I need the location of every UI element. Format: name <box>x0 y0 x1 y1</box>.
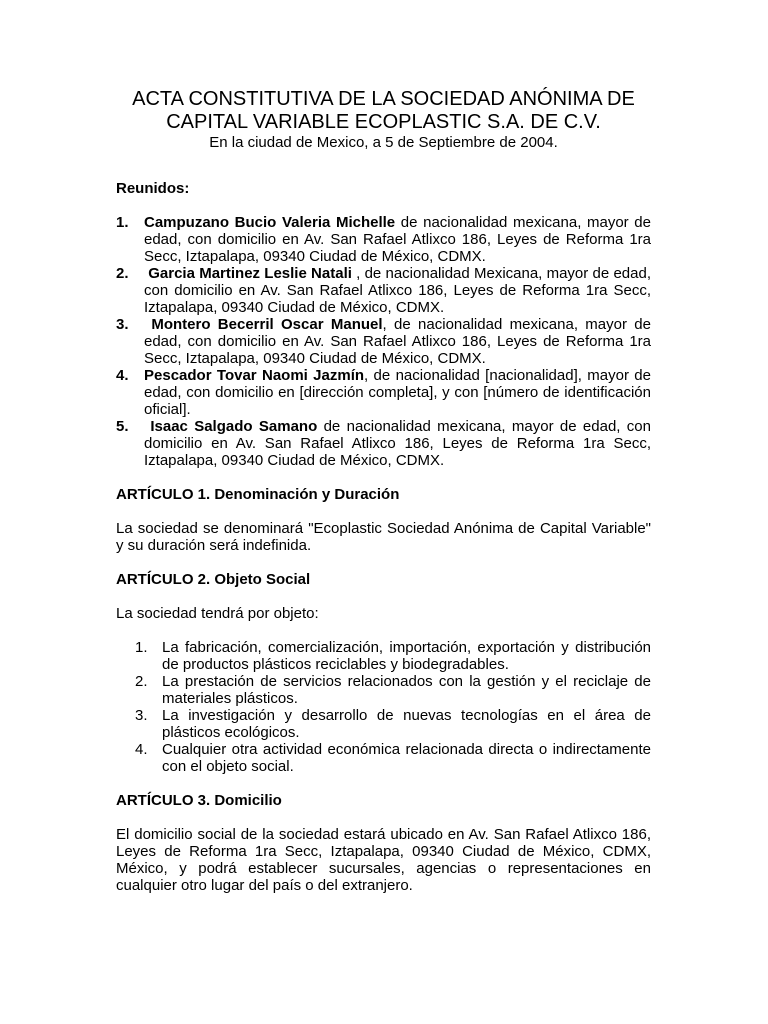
members-list <box>116 214 651 469</box>
objects-list <box>116 639 651 775</box>
list-item-text: La fabricación, comercialización, importación, exportación y distribución de productos plásticos reciclables y biodegradables. <box>162 639 651 673</box>
list-item-number: 3. <box>135 707 148 724</box>
article-2-heading: ARTÍCULO 2. Objeto Social <box>116 571 311 588</box>
reunidos-label: Reunidos: <box>116 180 190 197</box>
member-details: , de nacionalidad Mexicana, mayor de edad, con domicilio en Av. San Rafael Atlixco 186, Leyes de Reforma 1ra Secc, Iztapalapa, 09340 Ciudad de México, CDMX. <box>144 265 651 316</box>
member-name: Campuzano Bucio Valeria Michelle <box>144 214 396 231</box>
list-item <box>135 707 651 741</box>
list-item-number: 4. <box>135 741 148 758</box>
member-item <box>116 214 651 265</box>
member-number: 3. <box>116 316 129 333</box>
member-number: 5. <box>116 418 129 435</box>
list-item <box>135 639 651 673</box>
article-3-heading: ARTÍCULO 3. Domicilio <box>116 792 282 809</box>
article-1-body: La sociedad se denominará "Ecoplastic Sociedad Anónima de Capital Variable" y su duración será indefinida. <box>116 520 651 554</box>
article-3-body: El domicilio social de la sociedad estará ubicado en Av. San Rafael Atlixco 186, Leyes de Reforma 1ra Secc, Iztapalapa, 09340 Ciudad de México, CDMX, México, y podrá establecer sucursales, agencias o representaciones en cualquier otro lugar del país o del extranjero. <box>116 826 651 894</box>
member-name: Montero Becerril Oscar Manuel <box>144 316 383 333</box>
member-item <box>116 265 651 316</box>
list-item-text: La prestación de servicios relacionados con la gestión y el reciclaje de materiales plásticos. <box>162 673 651 707</box>
member-item <box>116 418 651 469</box>
member-name: Pescador Tovar Naomi Jazmín <box>144 367 365 384</box>
member-details: de nacionalidad mexicana, mayor de edad, con domicilio en Av. San Rafael Atlixco 186, Leyes de Reforma 1ra Secc, Iztapalapa, 09340 Ciudad de México, CDMX. <box>144 418 651 469</box>
title-line-2: CAPITAL VARIABLE ECOPLASTIC S.A. DE C.V. <box>166 111 601 133</box>
member-item <box>116 367 651 418</box>
document-title <box>116 88 651 134</box>
member-number: 4. <box>116 367 129 384</box>
member-details: , de nacionalidad mexicana, mayor de edad, con domicilio en Av. San Rafael Atlixco 186, Leyes de Reforma 1ra Secc, Iztapalapa, 09340 Ciudad de México, CDMX. <box>144 316 651 367</box>
member-details: , de nacionalidad [nacionalidad], mayor de edad, con domicilio en [dirección completa], y con [número de identificación oficial]. <box>144 367 651 418</box>
list-item <box>135 741 651 775</box>
title-line-1: ACTA CONSTITUTIVA DE LA SOCIEDAD ANÓNIMA DE <box>132 88 635 110</box>
document-page <box>116 88 651 894</box>
member-name: Isaac Salgado Samano <box>144 418 318 435</box>
article-2-intro: La sociedad tendrá por objeto: <box>116 605 319 622</box>
list-item-text: Cualquier otra actividad económica relacionada directa o indirectamente con el objeto social. <box>162 741 651 775</box>
list-item <box>135 673 651 707</box>
list-item-text: La investigación y desarrollo de nuevas tecnologías en el área de plásticos ecológicos. <box>162 707 651 741</box>
member-number: 2. <box>116 265 129 282</box>
member-number: 1. <box>116 214 129 231</box>
article-1-heading: ARTÍCULO 1. Denominación y Duración <box>116 486 400 503</box>
member-name: Garcia Martinez Leslie Natali <box>144 265 352 282</box>
place-date: En la ciudad de Mexico, a 5 de Septiembre de 2004. <box>209 134 558 151</box>
list-item-number: 1. <box>135 639 148 656</box>
list-item-number: 2. <box>135 673 148 690</box>
member-details: de nacionalidad mexicana, mayor de edad, con domicilio en Av. San Rafael Atlixco 186, Leyes de Reforma 1ra Secc, Iztapalapa, 09340 Ciudad de México, CDMX. <box>144 214 651 265</box>
member-item <box>116 316 651 367</box>
